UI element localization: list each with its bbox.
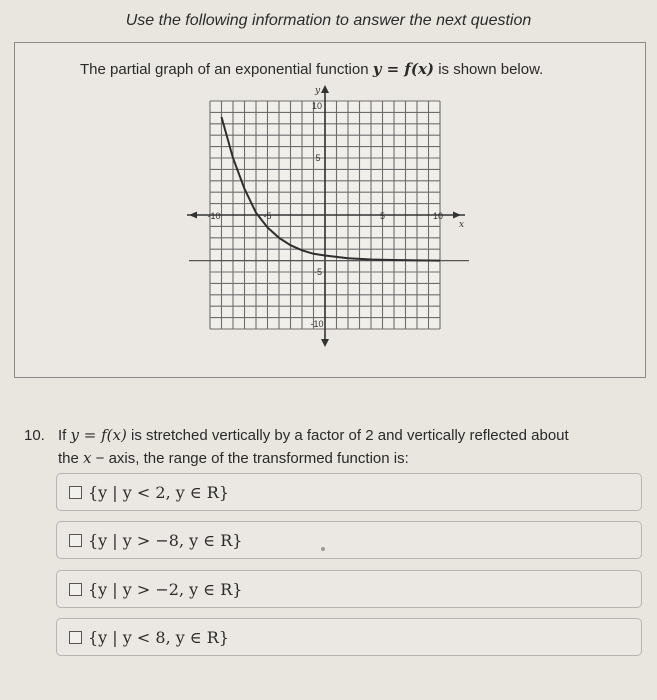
x-axis-arrow-right [453,212,461,219]
checkbox-icon[interactable] [69,486,82,499]
answer-option-text: {y | y < 2, y ∈ R} [88,482,230,502]
y-axis-arrow-up [321,85,329,93]
y-axis-arrow-down [321,339,329,347]
question-text-b: is stretched vertically by a factor of 2 and vertically reflected about [126,427,569,444]
instruction-header: Use the following information to answer the next question [125,12,532,29]
answer-option-3[interactable] [56,570,642,608]
checkbox-icon[interactable] [69,583,82,596]
y-tick-label-neg10: -10 [310,319,324,329]
y-axis-label: y [315,86,321,96]
question-10 [24,424,624,470]
question-axis-variable: x [83,449,92,467]
intro-text [80,60,543,78]
question-function-notation: y = f(x) [70,426,127,444]
checkbox-icon[interactable] [69,631,82,644]
exponential-graph [185,83,475,351]
stray-dot [321,547,325,551]
question-text-d: − axis, the range of the transformed function is: [91,450,409,467]
y-tick-label-5: 5 [315,153,321,163]
answer-option-2[interactable] [56,521,642,559]
answer-option-1[interactable] [56,473,642,511]
intro-function-notation: y = f(x) [372,60,435,78]
checkbox-icon[interactable] [69,534,82,547]
x-axis-label: x [459,220,465,230]
answer-option-4[interactable] [56,618,642,656]
answer-option-text: {y | y < 8, y ∈ R} [88,627,230,647]
x-tick-label-neg5: -5 [263,211,272,221]
question-number: 10. [24,427,45,444]
x-tick-label-neg10: -10 [207,211,221,221]
answer-option-text: {y | y > −2, y ∈ R} [88,579,243,599]
question-line-1 [24,424,624,447]
y-tick-label-10: 10 [311,101,323,111]
y-tick-label-neg5: -5 [313,267,323,277]
question-line-2 [24,447,624,470]
x-tick-label-10: 10 [432,211,444,221]
answer-option-text: {y | y > −8, y ∈ R} [88,530,243,550]
intro-text-before: The partial graph of an exponential function [80,61,373,78]
intro-text-after: is shown below. [434,61,544,78]
question-text-c: the [58,450,84,467]
x-axis-arrow-left [189,212,197,219]
question-text-a: If [58,427,71,444]
x-tick-label-5: 5 [379,211,386,221]
